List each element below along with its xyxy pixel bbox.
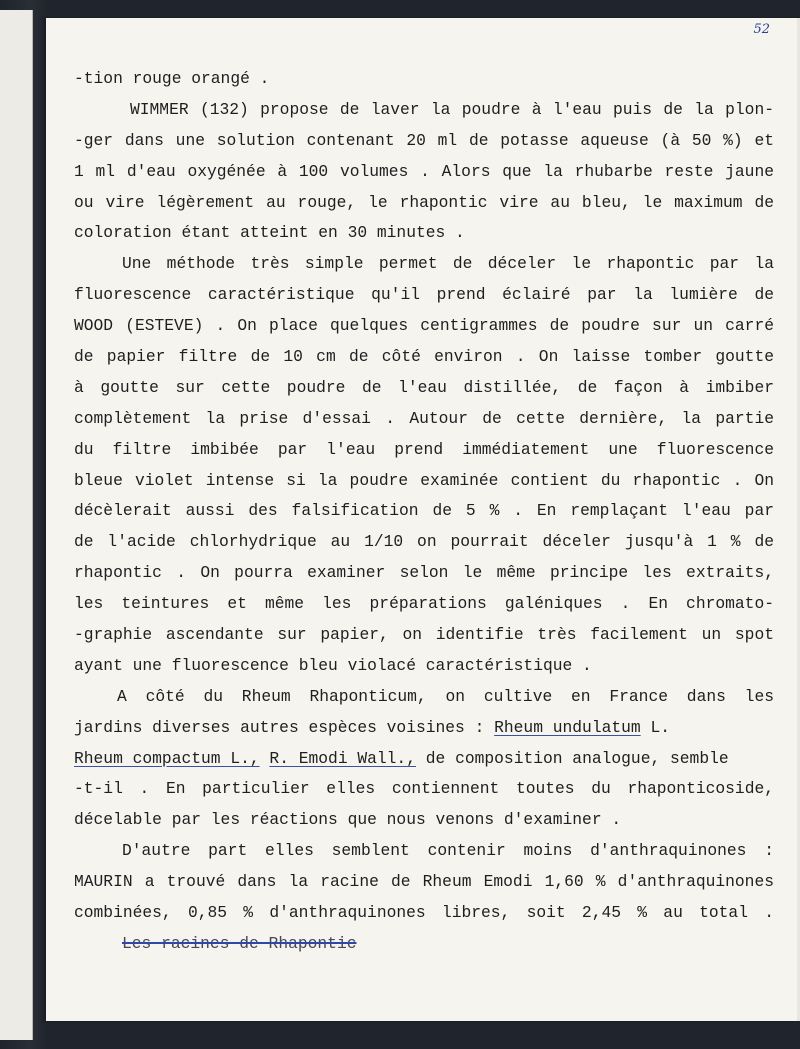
text-line: les teintures et même les préparations galéniques . En chromato- xyxy=(74,594,774,614)
page-number: 52 xyxy=(753,22,770,37)
text-line: -t-il . En particulier elles contiennent toutes du rhaponticoside, xyxy=(74,779,774,799)
text-line: complètement la prise d'essai . Autour de cette dernière, la partie xyxy=(74,408,774,428)
text-line: ayant une fluorescence bleu violacé caractéristique . xyxy=(74,655,592,675)
text-segment: de composition analogue, semble xyxy=(415,748,729,768)
struck-through-text: Les racines de Rhapontic xyxy=(122,933,357,953)
text-line: à goutte sur cette poudre de l'eau distillée, de façon à imbiber xyxy=(74,377,774,397)
text-line: D'autre part elles semblent contenir moins d'anthraquinones : xyxy=(122,841,774,861)
text-line: bleue violet intense si la poudre examinée contient du rhapontic . On xyxy=(74,470,774,490)
text-line-species xyxy=(74,713,774,744)
text-line: -tion rouge orangé . xyxy=(74,69,270,88)
text-line: fluorescence caractéristique qu'il prend éclairé par la lumière de xyxy=(74,285,774,305)
text-line: -graphie ascendante sur papier, on identifie très facilement un spot xyxy=(74,625,774,645)
text-segment: jardins diverses autres espèces voisines : xyxy=(74,717,495,737)
page-body xyxy=(74,64,774,960)
text-line: -ger dans une solution contenant 20 ml de potasse aqueuse (à 50 %) et xyxy=(74,130,774,150)
text-line: coloration étant atteint en 30 minutes . xyxy=(74,223,465,243)
text-line-species xyxy=(74,744,774,775)
text-line: de papier filtre de 10 cm de côté environ . On laisse tomber goutte xyxy=(74,347,774,367)
text-line: ou vire légèrement au rouge, le rhapontic vire au bleu, le maximum de xyxy=(74,192,774,212)
previous-page-edge xyxy=(0,10,33,1040)
text-line: du filtre imbibée par l'eau prend immédiatement une fluorescence xyxy=(74,439,774,459)
species-name-underlined: Rheum undulatum xyxy=(494,717,641,737)
text-line: MAURIN a trouvé dans la racine de Rheum Emodi 1,60 % d'anthraquinones xyxy=(74,872,774,892)
species-name-underlined: Rheum compactum L., xyxy=(74,748,260,768)
text-line: combinées, 0,85 % d'anthraquinones libres, soit 2,45 % au total . xyxy=(74,903,774,923)
document-page xyxy=(46,18,800,1021)
text-line: décelable par les réactions que nous venons d'examiner . xyxy=(74,810,622,830)
species-name-underlined: R. Emodi Wall., xyxy=(269,748,416,768)
text-segment: L. xyxy=(640,717,670,737)
text-line: Une méthode très simple permet de déceler le rhapontic par la xyxy=(122,254,774,274)
text-segment xyxy=(260,749,270,768)
text-line: décèlerait aussi des falsification de 5 % . En remplaçant l'eau par xyxy=(74,501,774,521)
text-line: WIMMER (132) propose de laver la poudre à l'eau puis de la plon- xyxy=(130,99,774,119)
struck-heading-line xyxy=(74,929,774,960)
text-line: 1 ml d'eau oxygénée à 100 volumes . Alors que la rhubarbe reste jaune xyxy=(74,161,774,181)
text-line: WOOD (ESTEVE) . On place quelques centigrammes de poudre sur un carré xyxy=(74,316,774,336)
text-line: A côté du Rheum Rhaponticum, on cultive en France dans les xyxy=(117,686,774,706)
text-line: rhapontic . On pourra examiner selon le même principe les extraits, xyxy=(74,563,774,583)
text-line: de l'acide chlorhydrique au 1/10 on pourrait déceler jusqu'à 1 % de xyxy=(74,532,774,552)
